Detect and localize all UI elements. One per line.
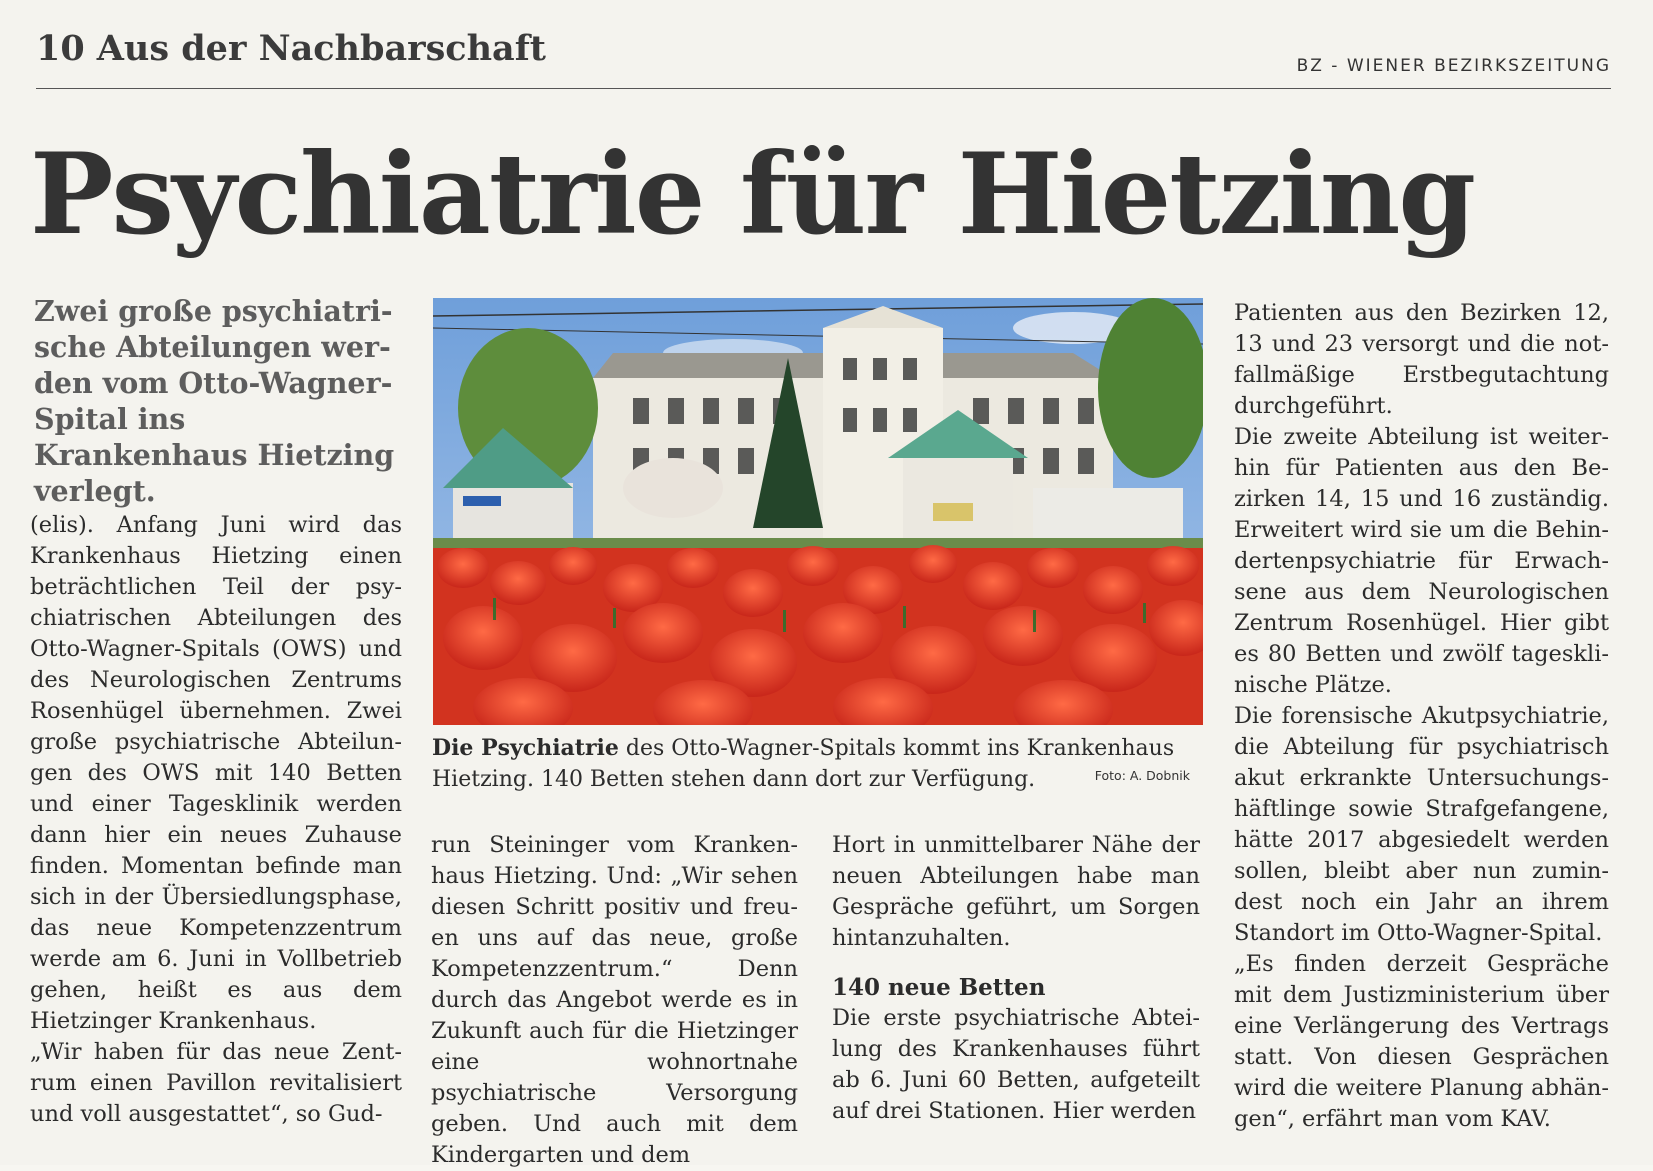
column-1 — [30, 510, 402, 1130]
header-divider — [36, 88, 1611, 89]
paragraph: Patienten aus den Bezirken 12, 13 und 23 versorgt und die notfallmäßige Erstbegutachtung durchgeführt. — [1234, 300, 1609, 419]
column-3 — [832, 830, 1200, 1127]
paragraph: „Wir haben für das neue Zentrum einen Pavillon revitalisiert und voll ausgestattet“, so Gud- — [30, 1039, 402, 1127]
paragraph: „Es finden derzeit Gespräche mit dem Justizministerium über eine Verlängerung des Vertrags statt. Von diesen Gesprächen wird die weitere Planung abhängen“, erfährt man vom KAV. — [1234, 951, 1609, 1132]
photo-credit: Foto: A. Dobnik — [1094, 768, 1190, 783]
article-standfirst: Zwei große psychiatrische Abteilungen werden vom Otto-Wagner-Spital ins Krankenhaus Hietzing verlegt. — [34, 294, 395, 508]
subheading: 140 neue Betten — [832, 974, 1046, 1001]
article-headline: Psychiatrie für Hietzing — [30, 130, 1475, 260]
section-title: Aus der Nachbarschaft — [96, 28, 546, 69]
page-header — [36, 28, 546, 69]
column-2 — [431, 830, 798, 1171]
paragraph: run Steininger vom Krankenhaus Hietzing. Und: „Wir sehen diesen Schritt positiv und freuen uns auf das neue, große Kompetenzzentrum.“ Denn durch das Angebot werde es in Zukunft auch für die Hietzinger eine wohnortnahe psychiatrische Versorgung geben. Und auch mit dem Kindergarten und dem — [431, 832, 798, 1168]
article-photo — [433, 298, 1203, 725]
newspaper-name: BZ - WIENER BEZIRKSZEITUNG — [1296, 56, 1611, 76]
paragraph: Die forensische Akutpsychiatrie, die Abteilung für psychiatrisch akut erkrankte Untersuchungshäftlinge sowie Strafgefangene, hätte 2017 abgesiedelt werden sollen, bleibt aber nun zumindest noch ein Jahr an ihrem Standort im Otto-Wagner-Spital. — [1234, 703, 1609, 946]
page-number: 10 — [36, 28, 85, 69]
paragraph: Die zweite Abteilung ist weiterhin für Patienten aus den Bezirken 14, 15 und 16 zuständig. Erweitert wird sie um die Behindertenpsychiatrie für Erwachsene aus dem Neurologischen Zentrum Rosenhügel. Hier gibt es 80 Betten und zwölf tagesklinische Plätze. — [1234, 424, 1609, 698]
paragraph: Hort in unmittelbarer Nähe der neuen Abteilungen habe man Gespräche geführt, um Sorgen hintanzuhalten. — [832, 832, 1200, 951]
caption-text: des Otto-Wagner-Spitals kommt ins Krankenhaus Hietzing. 140 Betten stehen dann dort zur Verfügung. — [432, 736, 1175, 792]
caption-lead: Die Psychiatrie — [432, 735, 619, 761]
hospital-photo-image — [433, 298, 1203, 725]
photo-caption — [432, 733, 1204, 795]
paragraph: Die erste psychiatrische Abteilung des Krankenhauses führt ab 6. Juni 60 Betten, aufgeteilt auf drei Stationen. Hier werden — [832, 1005, 1200, 1124]
paragraph: (elis). Anfang Juni wird das Krankenhaus Hietzing einen beträchtlichen Teil der psychiatrischen Abteilungen des Otto-Wagner-Spitals (OWS) und des Neurologischen Zentrums Rosenhügel übernehmen. Zwei große psychiatrische Abteilungen des OWS mit 140 Betten und einer Tagesklinik werden dann hier ein neues Zuhause finden. Momentan befinde man sich in der Übersiedlungsphase, das neue Kompetenzzentrum werde am 6. Juni in Vollbetrieb gehen, heißt es aus dem Hietzinger Krankenhaus. — [30, 512, 402, 1034]
column-4 — [1234, 298, 1609, 1135]
